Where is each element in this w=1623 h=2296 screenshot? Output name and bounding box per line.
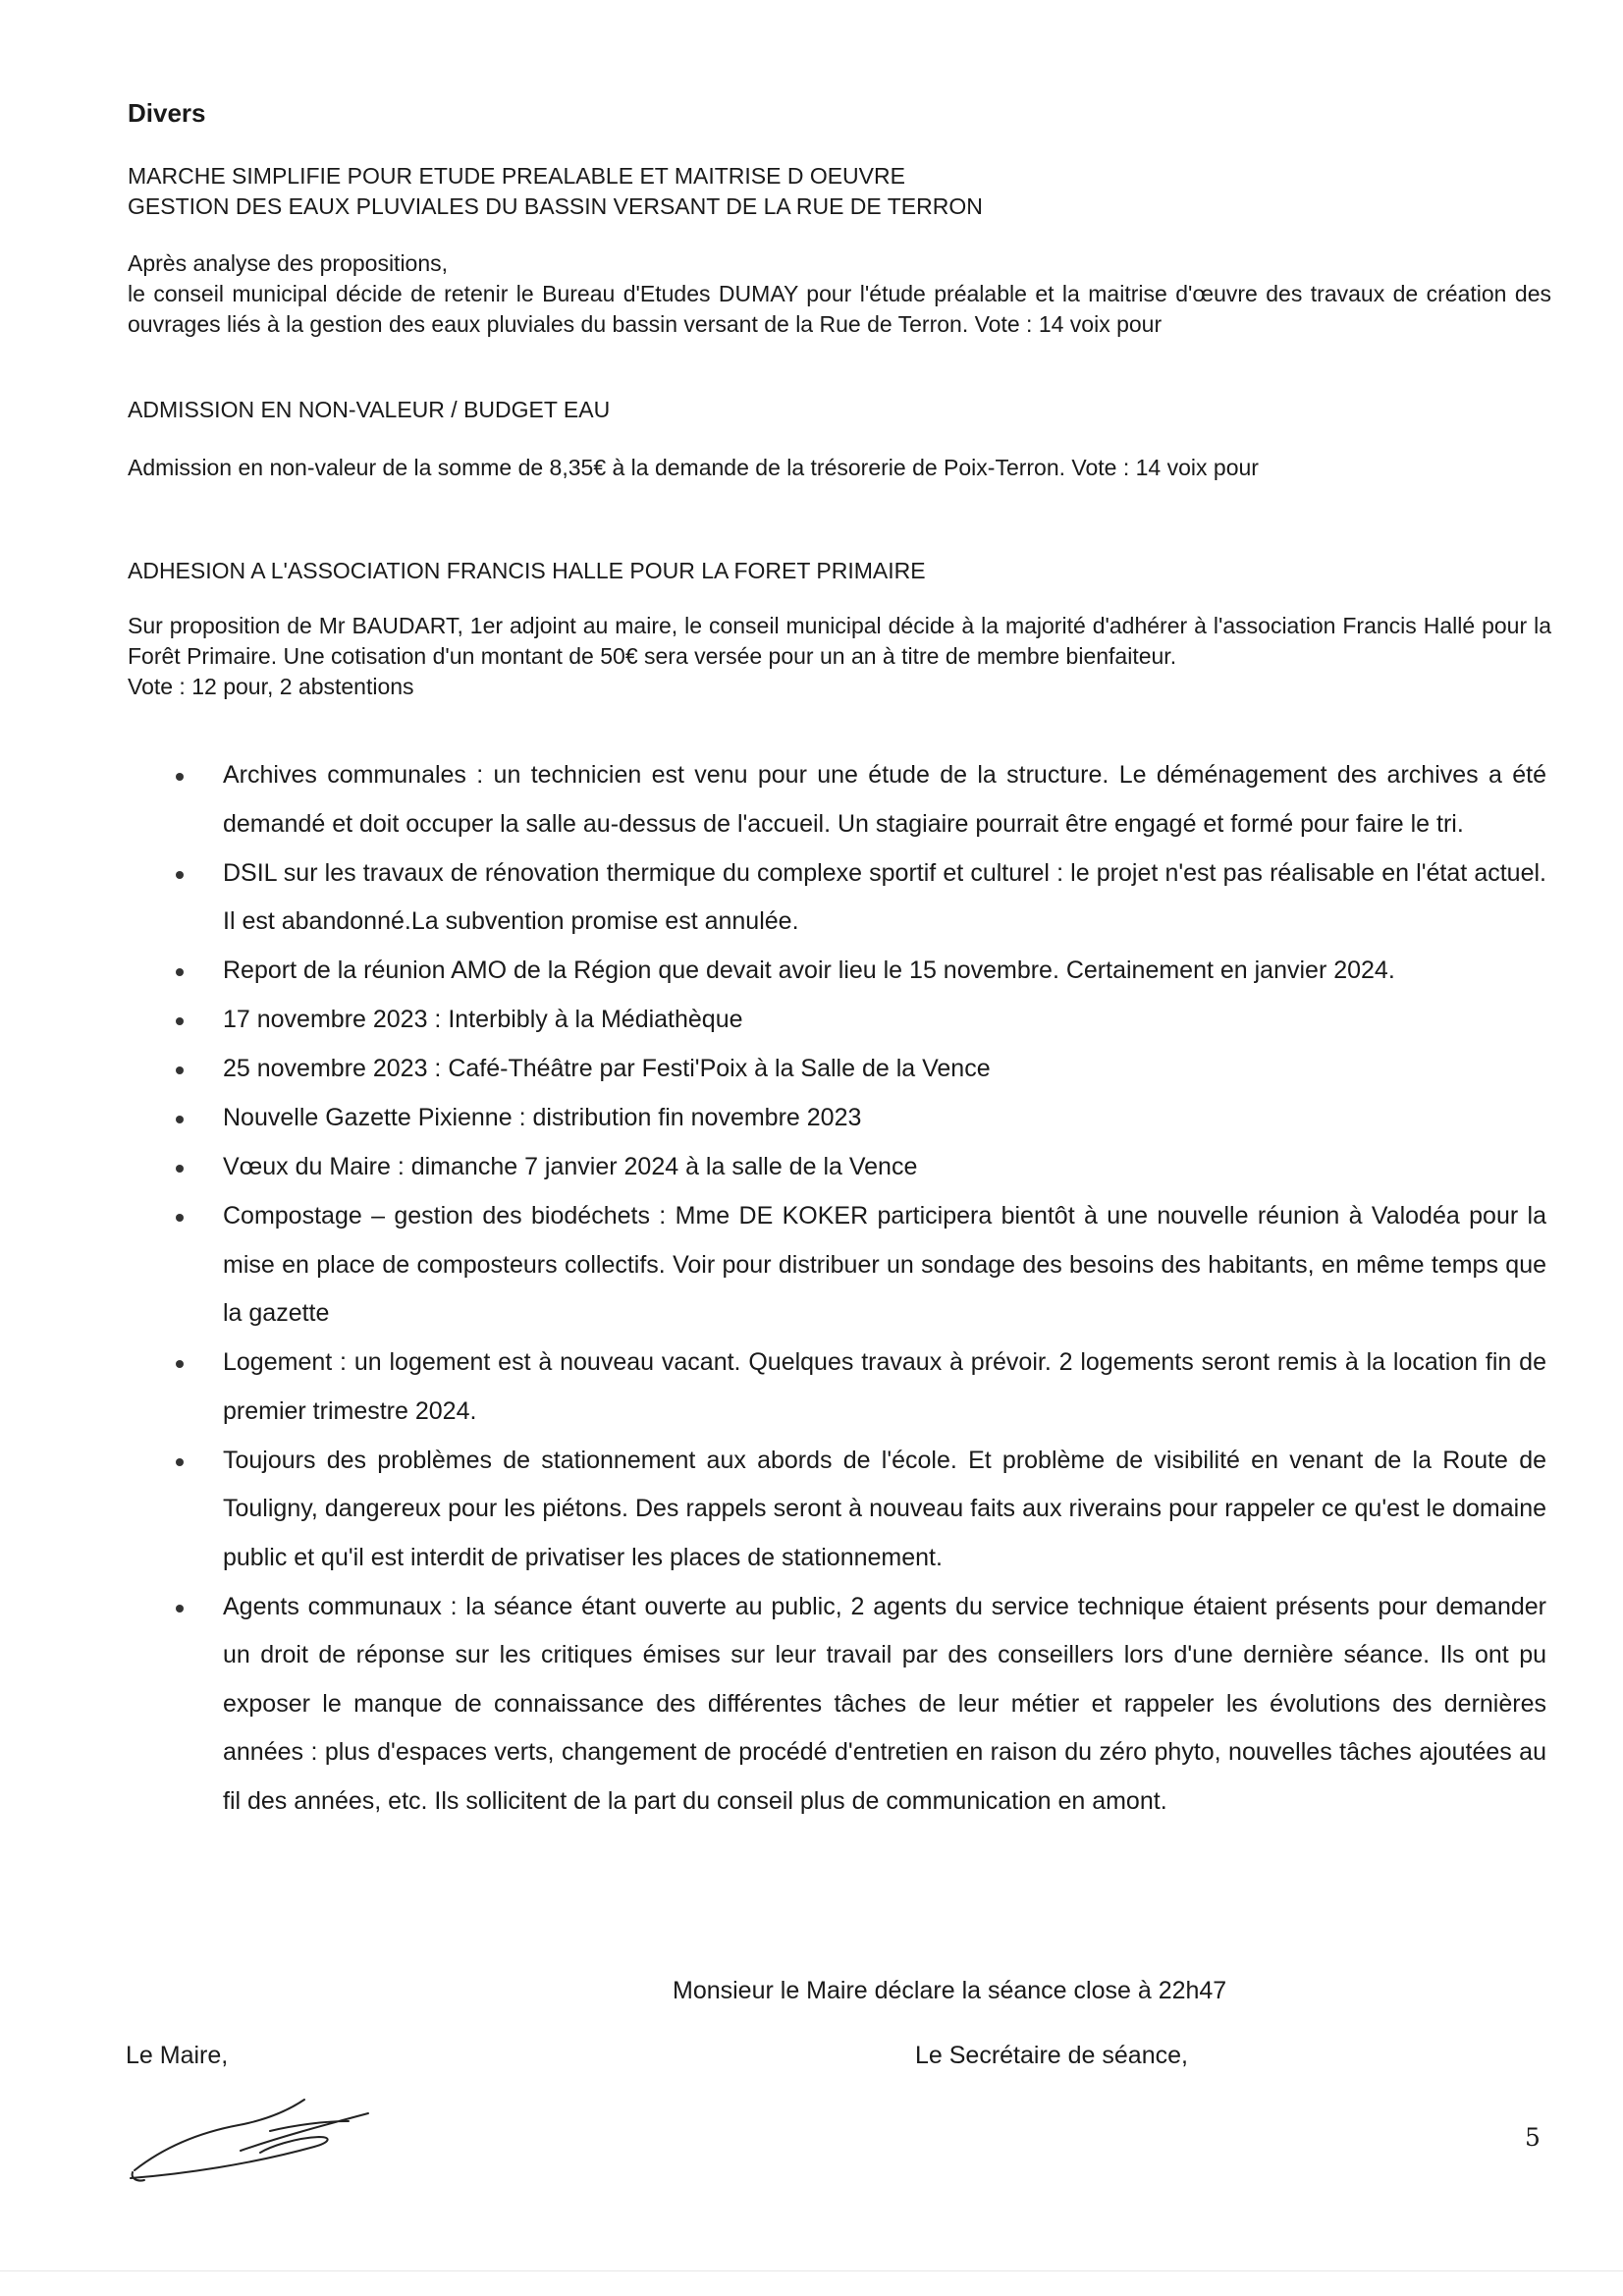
closing-statement: Monsieur le Maire déclare la séance close à 22h47 (673, 1977, 1227, 2004)
list-item (172, 1437, 1546, 1583)
list-item-text: Logement : un logement est à nouveau vacant. Quelques travaux à prévoir. 2 logements seront remis à la location fin de premier trimestre 2024. (223, 1348, 1546, 1425)
list-item (172, 1143, 1546, 1192)
list-item-text: Report de la réunion AMO de la Région que devait avoir lieu le 15 novembre. Certainement en janvier 2024. (223, 957, 1395, 984)
bullet-icon (176, 968, 184, 976)
list-item (172, 1339, 1546, 1436)
bullet-icon (176, 1360, 184, 1368)
adhesion-text (128, 611, 1551, 702)
list-item-text: 17 novembre 2023 : Interbibly à la Médiathèque (223, 1006, 743, 1033)
marche-heading-line1: MARCHE SIMPLIFIE POUR ETUDE PREALABLE ET MAITRISE D OEUVRE (128, 163, 905, 189)
adhesion-body: Sur proposition de Mr BAUDART, 1er adjoint au maire, le conseil municipal décide à la majorité d'adhérer à l'association Francis Hallé pour la Forêt Primaire. Une cotisation d'un montant de 50€ sera versée pour un an à titre de membre bienfaiteur. (128, 613, 1551, 669)
bullet-icon (176, 1458, 184, 1466)
bullet-icon (176, 1165, 184, 1173)
list-item-text: Toujours des problèmes de stationnement aux abords de l'école. Et problème de visibilité en venant de la Route de Touligny, dangereux pour les piétons. Des rappels seront à nouveau faits aux riverains pour rappeler ce qu'est le domaine public et qu'il est interdit de privatiser les places de stationnement. (223, 1446, 1546, 1571)
adhesion-vote: Vote : 12 pour, 2 abstentions (128, 674, 414, 699)
marche-intro: Après analyse des propositions, (128, 250, 449, 276)
list-item-text: Nouvelle Gazette Pixienne : distribution fin novembre 2023 (223, 1104, 862, 1131)
list-item (172, 1094, 1546, 1143)
list-item (172, 751, 1546, 848)
list-item-text: 25 novembre 2023 : Café-Théâtre par Festi'Poix à la Salle de la Vence (223, 1055, 991, 1082)
secretary-signature-label: Le Secrétaire de séance, (915, 2042, 1188, 2069)
marche-body: le conseil municipal décide de retenir le Bureau d'Etudes DUMAY pour l'étude préalable et la maitrise d'œuvre des travaux de création des ouvrages liés à la gestion des eaux pluviales du bassin versant de la Rue de Terron. Vote : 14 voix pour (128, 281, 1551, 337)
admission-heading: ADMISSION EN NON-VALEUR / BUDGET EAU (128, 397, 611, 422)
bullet-icon (176, 871, 184, 879)
list-item (172, 996, 1546, 1045)
list-item-text: Agents communaux : la séance étant ouverte au public, 2 agents du service technique étaient présents pour demander un droit de réponse sur les critiques émises sur leur travail par des conseillers lors d'une dernière séance. Ils ont pu exposer le manque de connaissance des différentes tâches de leur métier et rappeler les évolutions des dernières années : plus d'espaces verts, changement de procédé d'entretien en raison du zéro phyto, nouvelles tâches ajoutées au fil des années, etc. Ils sollicitent de la part du conseil plus de communication en amont. (223, 1592, 1546, 1815)
list-item (172, 1192, 1546, 1339)
section-title: Divers (128, 98, 206, 128)
list-item (172, 1583, 1546, 1827)
list-item-text: Vœux du Maire : dimanche 7 janvier 2024 à la salle de la Vence (223, 1153, 918, 1180)
list-item (172, 849, 1546, 947)
bullet-icon (176, 1116, 184, 1123)
list-item (172, 947, 1546, 996)
bullet-icon (176, 1017, 184, 1025)
mayor-signature-label: Le Maire, (126, 2042, 229, 2069)
list-item-text: Archives communales : un technicien est venu pour une étude de la structure. Le déménagement des archives a été demandé et doit occuper la salle au-dessus de l'accueil. Un stagiaire pourrait être engagé et formé pour faire le tri. (223, 761, 1546, 838)
marche-heading (128, 161, 1551, 222)
bullet-icon (176, 1066, 184, 1074)
page-bottom-rule (0, 2270, 1623, 2271)
admission-body: Admission en non-valeur de la somme de 8,35€ à la demande de la trésorerie de Poix-Terron. Vote : 14 voix pour (128, 455, 1259, 480)
bullet-icon (176, 773, 184, 781)
bullet-icon (176, 1214, 184, 1222)
marche-heading-line2: GESTION DES EAUX PLUVIALES DU BASSIN VERSANT DE LA RUE DE TERRON (128, 193, 983, 219)
handwritten-signature-icon (123, 2092, 378, 2185)
page-number: 5 (1525, 2123, 1541, 2152)
bullet-list (172, 751, 1546, 1827)
list-item (172, 1045, 1546, 1094)
list-item-text: Compostage – gestion des biodéchets : Mme DE KOKER participera bientôt à une nouvelle réunion à Valodéa pour la mise en place de composteurs collectifs. Voir pour distribuer un sondage des besoins des habitants, en même temps que la gazette (223, 1202, 1546, 1327)
adhesion-heading: ADHESION A L'ASSOCIATION FRANCIS HALLE POUR LA FORET PRIMAIRE (128, 558, 926, 583)
list-item-text: DSIL sur les travaux de rénovation thermique du complexe sportif et culturel : le projet n'est pas réalisable en l'état actuel. Il est abandonné.La subvention promise est annulée. (223, 858, 1546, 935)
bullet-icon (176, 1605, 184, 1613)
